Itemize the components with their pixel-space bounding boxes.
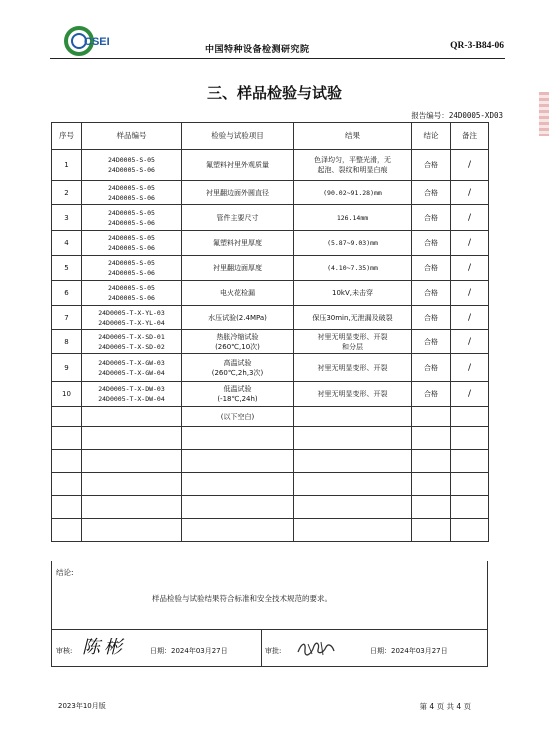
result xyxy=(294,330,412,354)
results-table xyxy=(51,122,489,542)
row-number: 1 xyxy=(52,150,82,181)
row-number: 8 xyxy=(52,330,82,354)
conclusion-text: 样品检验与试验结果符合标准和安全技术规范的要求。 xyxy=(152,594,332,603)
test-item xyxy=(182,382,294,407)
remark-cell: / xyxy=(451,281,489,306)
sample-ids xyxy=(82,354,182,382)
test-item-line: 管件主要尺寸 xyxy=(216,213,259,222)
sample-id: 24D0005-S-05 xyxy=(108,259,155,267)
result-line: 衬里无明显变形、开裂 xyxy=(317,332,388,341)
sample-id: 24D0005-S-05 xyxy=(108,234,155,242)
conclusion-cell: 合格 xyxy=(412,231,451,256)
sample-id: 24D0005-S-06 xyxy=(108,294,155,302)
table-row xyxy=(52,256,489,281)
table-row xyxy=(52,281,489,306)
sample-ids xyxy=(82,382,182,407)
conclusion-cell: 合格 xyxy=(412,181,451,205)
approver-label: 审批: xyxy=(265,647,282,655)
test-item-line: 高温试验 xyxy=(223,358,252,367)
sample-id: 24D0005-S-06 xyxy=(108,193,155,202)
blank-note: (以下空白) xyxy=(182,407,294,427)
conclusion-cell: 合格 xyxy=(412,205,451,231)
result-line: 保压30min,无泄漏及破裂 xyxy=(312,313,393,322)
test-item-line: (260℃,2h,3次) xyxy=(211,368,264,377)
table-row xyxy=(52,330,489,354)
approver-signature xyxy=(296,638,336,658)
test-item xyxy=(182,150,294,181)
conclusion-cell: 合格 xyxy=(412,256,451,281)
result xyxy=(294,354,412,382)
signoff-divider xyxy=(261,629,262,666)
page-title: 三、样品检验与试验 xyxy=(206,84,342,102)
test-item-line: 氟塑料衬里厚度 xyxy=(213,239,262,247)
test-item xyxy=(182,354,294,382)
sample-id: 24D0005-S-05 xyxy=(108,208,155,217)
test-item-line: (-18℃,24h) xyxy=(217,395,258,403)
sample-ids xyxy=(82,306,182,330)
result xyxy=(294,382,412,407)
test-item xyxy=(182,231,294,256)
table-row xyxy=(52,382,489,407)
header-divider xyxy=(50,58,505,59)
remark-cell: / xyxy=(451,382,489,407)
sample-id: 24D0005-T-X-GW-03 xyxy=(98,358,165,367)
result xyxy=(294,281,412,306)
reviewer-date xyxy=(150,646,228,656)
approver-date xyxy=(370,646,448,656)
test-item-line: 衬里翻边面厚度 xyxy=(213,264,262,272)
table-header-row xyxy=(52,123,489,150)
table-row xyxy=(52,354,489,382)
row-number: 5 xyxy=(52,256,82,281)
conclusion-label: 结论: xyxy=(56,568,74,577)
result-line: 起泡、裂纹和明显白痕 xyxy=(317,166,388,174)
column-header-conclusion: 结论 xyxy=(412,123,451,150)
report-number-value: 24D0005-XD03 xyxy=(448,111,503,120)
sample-id: 24D0005-T-X-DW-03 xyxy=(98,385,165,393)
sample-id: 24D0005-T-X-YL-03 xyxy=(98,308,165,317)
test-item-line: 氟塑料衬里外观质量 xyxy=(206,161,269,169)
sample-ids xyxy=(82,150,182,181)
organization-name: 中国特种设备检测研究院 xyxy=(205,45,310,55)
test-item-line: 低温试验 xyxy=(223,385,252,393)
remark-cell: / xyxy=(451,205,489,231)
result-line: (90.02~91.28)mm xyxy=(323,188,382,197)
column-header-number: 序号 xyxy=(52,123,82,150)
sample-id: 24D0005-S-05 xyxy=(108,183,155,192)
remark-cell: / xyxy=(451,330,489,354)
reviewer-date-label: 日期： xyxy=(150,647,171,655)
sample-id: 24D0005-S-06 xyxy=(108,218,155,227)
row-number: 10 xyxy=(52,382,82,407)
row-number: 3 xyxy=(52,205,82,231)
test-item xyxy=(182,330,294,354)
sample-id: 24D0005-S-05 xyxy=(108,156,155,164)
table-row xyxy=(52,306,489,330)
remark-cell: / xyxy=(451,354,489,382)
document-code: QR-3-B84-06 xyxy=(450,41,504,51)
reviewer-date-value: 2024年03月27日 xyxy=(171,647,228,655)
result xyxy=(294,306,412,330)
sample-id: 24D0005-T-X-GW-04 xyxy=(98,368,165,377)
reviewer-signature: 陈彬 xyxy=(82,637,126,658)
conclusion-cell: 合格 xyxy=(412,306,451,330)
table-row-blank-note xyxy=(52,407,489,427)
test-item-line: 热胀冷缩试验 xyxy=(216,332,259,341)
column-header-test-item: 检验与试验项目 xyxy=(182,123,294,150)
table-row-empty xyxy=(52,519,489,542)
test-item xyxy=(182,181,294,205)
table-row-empty xyxy=(52,496,489,519)
signoff-box xyxy=(51,629,488,667)
result-line: 衬里无明显变形、开裂 xyxy=(317,363,388,372)
sample-id: 24D0005-S-06 xyxy=(108,166,155,174)
test-item xyxy=(182,256,294,281)
table-row xyxy=(52,181,489,205)
sample-ids xyxy=(82,256,182,281)
result-line: 126.14mm xyxy=(336,213,369,222)
sample-id: 24D0005-T-X-DW-04 xyxy=(98,395,165,403)
test-item-line: (260℃,10次) xyxy=(215,342,260,351)
conclusion-cell: 合格 xyxy=(412,382,451,407)
report-number-label: 报告编号： xyxy=(411,111,449,120)
conclusion-cell: 合格 xyxy=(412,281,451,306)
sample-id: 24D0005-S-06 xyxy=(108,244,155,252)
result-line: (4.10~7.35)mm xyxy=(327,264,378,272)
result-line: 10kV,未击穿 xyxy=(332,289,373,297)
approver-date-label: 日期： xyxy=(370,647,391,655)
remark-cell: / xyxy=(451,306,489,330)
result-line: (5.87~9.03)mm xyxy=(327,239,378,247)
conclusion-box xyxy=(51,561,488,630)
sample-id: 24D0005-S-06 xyxy=(108,269,155,277)
result xyxy=(294,256,412,281)
column-header-result: 结果 xyxy=(294,123,412,150)
csei-logo xyxy=(64,24,118,58)
report-number xyxy=(411,110,503,121)
row-number: 4 xyxy=(52,231,82,256)
table-row-empty xyxy=(52,427,489,450)
result xyxy=(294,205,412,231)
column-header-sample-id: 样品编号 xyxy=(82,123,182,150)
table-row xyxy=(52,150,489,181)
result-line: 和分层 xyxy=(342,342,363,351)
page-number: 第 4 页 共 4 页 xyxy=(419,702,471,711)
table-row xyxy=(52,231,489,256)
table-row-empty xyxy=(52,473,489,496)
row-number: 6 xyxy=(52,281,82,306)
sample-ids xyxy=(82,181,182,205)
sample-id: 24D0005-T-X-YL-04 xyxy=(98,318,165,327)
result xyxy=(294,231,412,256)
table-row-empty xyxy=(52,450,489,473)
remark-cell: / xyxy=(451,256,489,281)
conclusion-cell: 合格 xyxy=(412,354,451,382)
remark-cell: / xyxy=(451,231,489,256)
column-header-remark: 备注 xyxy=(451,123,489,150)
remark-cell: / xyxy=(451,181,489,205)
sample-ids xyxy=(82,231,182,256)
conclusion-cell: 合格 xyxy=(412,150,451,181)
test-item-line: 衬里翻边面外圆直径 xyxy=(206,188,269,197)
logo-text: CSEI xyxy=(84,36,110,48)
test-item xyxy=(182,281,294,306)
test-item xyxy=(182,205,294,231)
conclusion-cell: 合格 xyxy=(412,330,451,354)
sample-ids xyxy=(82,281,182,306)
table-row xyxy=(52,205,489,231)
test-item-line: 水压试验(2.4MPa) xyxy=(208,313,267,322)
sample-id: 24D0005-S-05 xyxy=(108,284,155,292)
result-line: 色泽均匀，平整光滑，无 xyxy=(314,156,391,164)
result xyxy=(294,150,412,181)
result-line: 衬里无明显变形、开裂 xyxy=(317,390,388,398)
row-number: 2 xyxy=(52,181,82,205)
test-item-line: 电火花检漏 xyxy=(220,289,255,297)
sample-ids xyxy=(82,205,182,231)
result xyxy=(294,181,412,205)
sample-ids xyxy=(82,330,182,354)
test-item xyxy=(182,306,294,330)
reviewer-label: 审核: xyxy=(56,647,73,655)
row-number: 9 xyxy=(52,354,82,382)
remark-cell: / xyxy=(451,150,489,181)
sample-id: 24D0005-T-X-SD-02 xyxy=(98,342,165,351)
edition-note: 2023年10月版 xyxy=(58,702,106,710)
approver-date-value: 2024年03月27日 xyxy=(391,647,448,655)
sample-id: 24D0005-T-X-SD-01 xyxy=(98,332,165,341)
row-number: 7 xyxy=(52,306,82,330)
